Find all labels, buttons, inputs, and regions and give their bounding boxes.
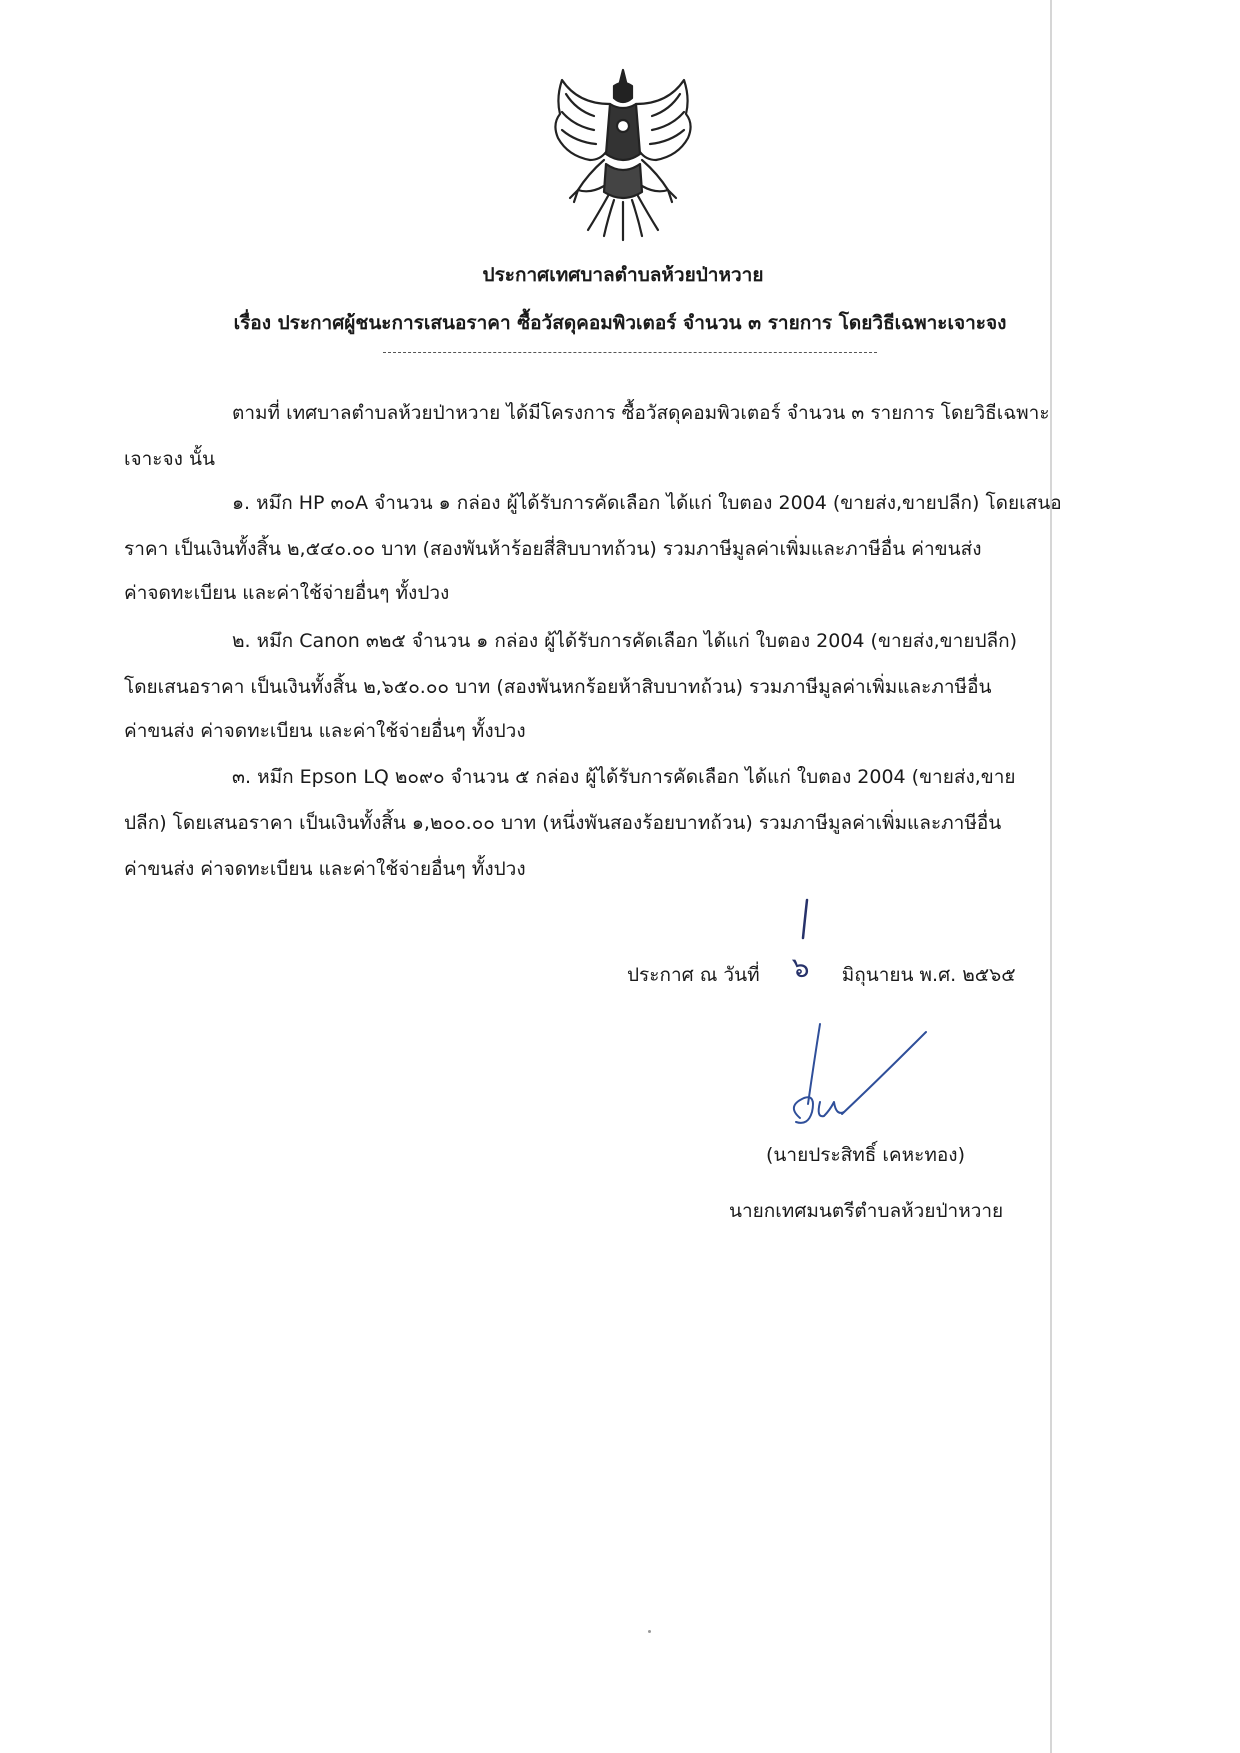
org-title: ประกาศเทศบาลตำบลห้วยป่าหวาย — [482, 264, 764, 286]
date-day-handwritten: ๖ — [791, 951, 810, 984]
item3-line-2: ปลีก) โดยเสนอราคา เป็นเงินทั้งสิ้น ๑,๒๐๐.๐๐ บาท (หนึ่งพันสองร้อยบาทถ้วน) รวมภาษีมูลค่าเพิ่มและภาษีอื่น — [124, 812, 1002, 834]
item1-line-2: ราคา เป็นเงินทั้งสิ้น ๒,๕๔๐.๐๐ บาท (สองพันห้าร้อยสี่สิบบาทถ้วน) รวมภาษีมูลค่าเพิ่มและภาษีอื่น ค่าขนส่ง — [124, 538, 982, 560]
title-divider — [383, 352, 877, 353]
signatory-position: นายกเทศมนตรีตำบลห้วยป่าหวาย — [729, 1200, 1004, 1222]
item3-line-1: ๓. หมึก Epson LQ ๒๐๙๐ จำนวน ๕ กล่อง ผู้ได้รับการคัดเลือก ได้แก่ ใบตอง 2004 (ขายส่ง,ขาย — [232, 766, 1016, 788]
intro-line-2: เจาะจง นั้น — [124, 448, 215, 470]
date-prefix: ประกาศ ณ วันที่ — [627, 964, 760, 986]
handwritten-day-stroke-icon — [777, 898, 827, 978]
item3-line-3: ค่าขนส่ง ค่าจดทะเบียน และค่าใช้จ่ายอื่นๆ ทั้งปวง — [124, 858, 526, 880]
signatory-name: (นายประสิทธิ์ เคหะทอง) — [766, 1144, 965, 1166]
item1-line-3: ค่าจดทะเบียน และค่าใช้จ่ายอื่นๆ ทั้งปวง — [124, 582, 450, 604]
item2-line-3: ค่าขนส่ง ค่าจดทะเบียน และค่าใช้จ่ายอื่นๆ ทั้งปวง — [124, 720, 526, 742]
garuda-emblem-icon — [548, 64, 698, 242]
item2-line-2: โดยเสนอราคา เป็นเงินทั้งสิ้น ๒,๖๕๐.๐๐ บาท (สองพันหกร้อยห้าสิบบาทถ้วน) รวมภาษีมูลค่าเพิ่มและภาษีอื่น — [124, 676, 992, 698]
item1-line-1: ๑. หมึก HP ๓๐A จำนวน ๑ กล่อง ผู้ได้รับการคัดเลือก ได้แก่ ใบตอง 2004 (ขายส่ง,ขายปลีก) โดยเสนอ — [232, 492, 1062, 514]
subject-title: เรื่อง ประกาศผู้ชนะการเสนอราคา ซื้อวัสดุคอมพิวเตอร์ จำนวน ๓ รายการ โดยวิธีเฉพาะเจาะจง — [233, 312, 1007, 334]
item2-line-1: ๒. หมึก Canon ๓๒๕ จำนวน ๑ กล่อง ผู้ได้รับการคัดเลือก ได้แก่ ใบตอง 2004 (ขายส่ง,ขายปลีก) — [232, 630, 1018, 652]
date-month-year: มิถุนายน พ.ศ. ๒๕๖๕ — [841, 964, 1016, 986]
intro-line-1: ตามที่ เทศบาลตำบลห้วยป่าหวาย ได้มีโครงการ ซื้อวัสดุคอมพิวเตอร์ จำนวน ๓ รายการ โดยวิธีเฉพาะ — [232, 402, 1050, 424]
signature-icon — [786, 1022, 936, 1142]
scan-speck — [648, 1630, 651, 1633]
